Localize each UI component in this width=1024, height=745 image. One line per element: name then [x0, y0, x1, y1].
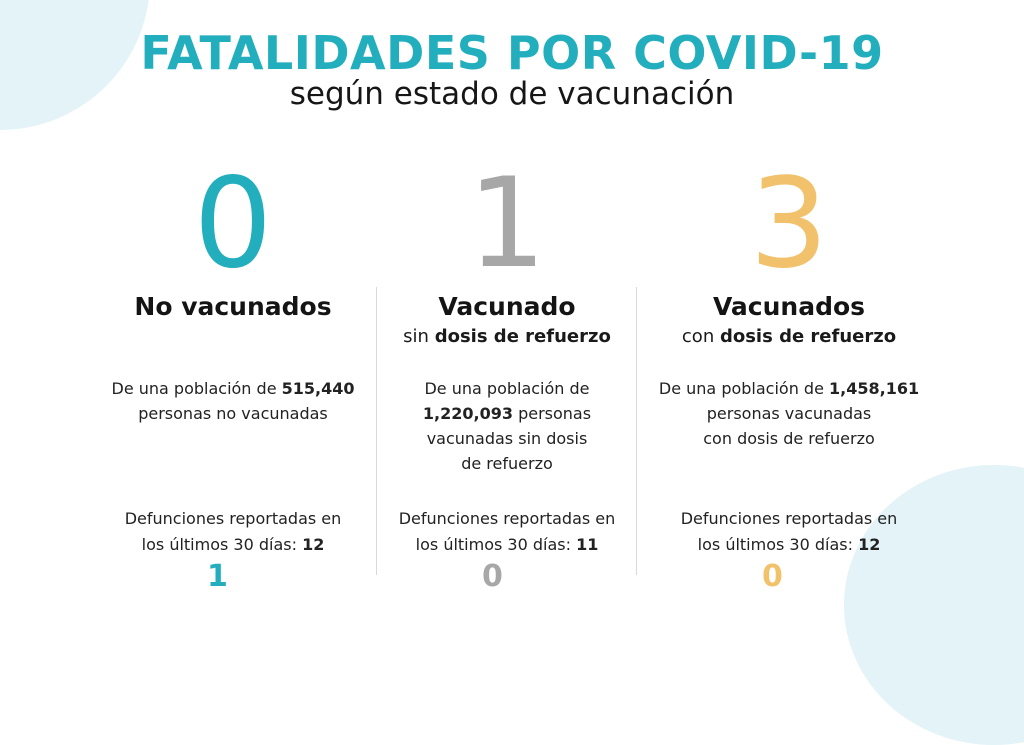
column-subheading: sin dosis de refuerzo	[403, 326, 611, 347]
column-vaccinated-no-booster-details	[378, 0, 636, 575]
column-vaccinated-booster-details	[636, 0, 942, 575]
cut-off-number: 0	[762, 559, 783, 594]
page-subtitle: según estado de vacunación	[289, 76, 735, 112]
deaths-value: 11	[576, 535, 599, 554]
deaths-text: Defunciones reportadas en los últimos 30 días: 12	[124, 509, 342, 554]
population-text: De una población de 1,220,093 personas vacunadas sin dosis de refuerzo	[422, 379, 592, 473]
deaths-value: 12	[858, 535, 881, 554]
population-text: De una población de 515,440 personas no vacunadas	[111, 379, 355, 423]
deaths-value: 12	[302, 535, 325, 554]
column-heading: Vacunados	[712, 292, 866, 321]
population-value: 515,440	[281, 379, 355, 398]
column-heading: Vacunado	[438, 292, 576, 321]
column-unvaccinated-details	[88, 0, 378, 575]
column-subheading: con dosis de refuerzo	[681, 326, 897, 347]
page-title: FATALIDADES POR COVID-19	[140, 26, 884, 80]
death-count: 3	[749, 152, 829, 296]
population-value: 1,220,093	[422, 404, 513, 423]
population-text: De una población de 1,458,161 personas vacunadas con dosis de refuerzo	[658, 379, 920, 448]
death-count: 0	[193, 152, 273, 296]
deaths-text: Defunciones reportadas en los últimos 30 días: 11	[398, 509, 616, 554]
cut-off-number: 1	[207, 559, 228, 594]
cut-off-number: 0	[482, 559, 503, 594]
death-count: 1	[467, 152, 547, 296]
column-heading: No vacunados	[134, 292, 332, 321]
deaths-text: Defunciones reportadas en los últimos 30 días: 12	[680, 509, 898, 554]
population-value: 1,458,161	[829, 379, 920, 398]
